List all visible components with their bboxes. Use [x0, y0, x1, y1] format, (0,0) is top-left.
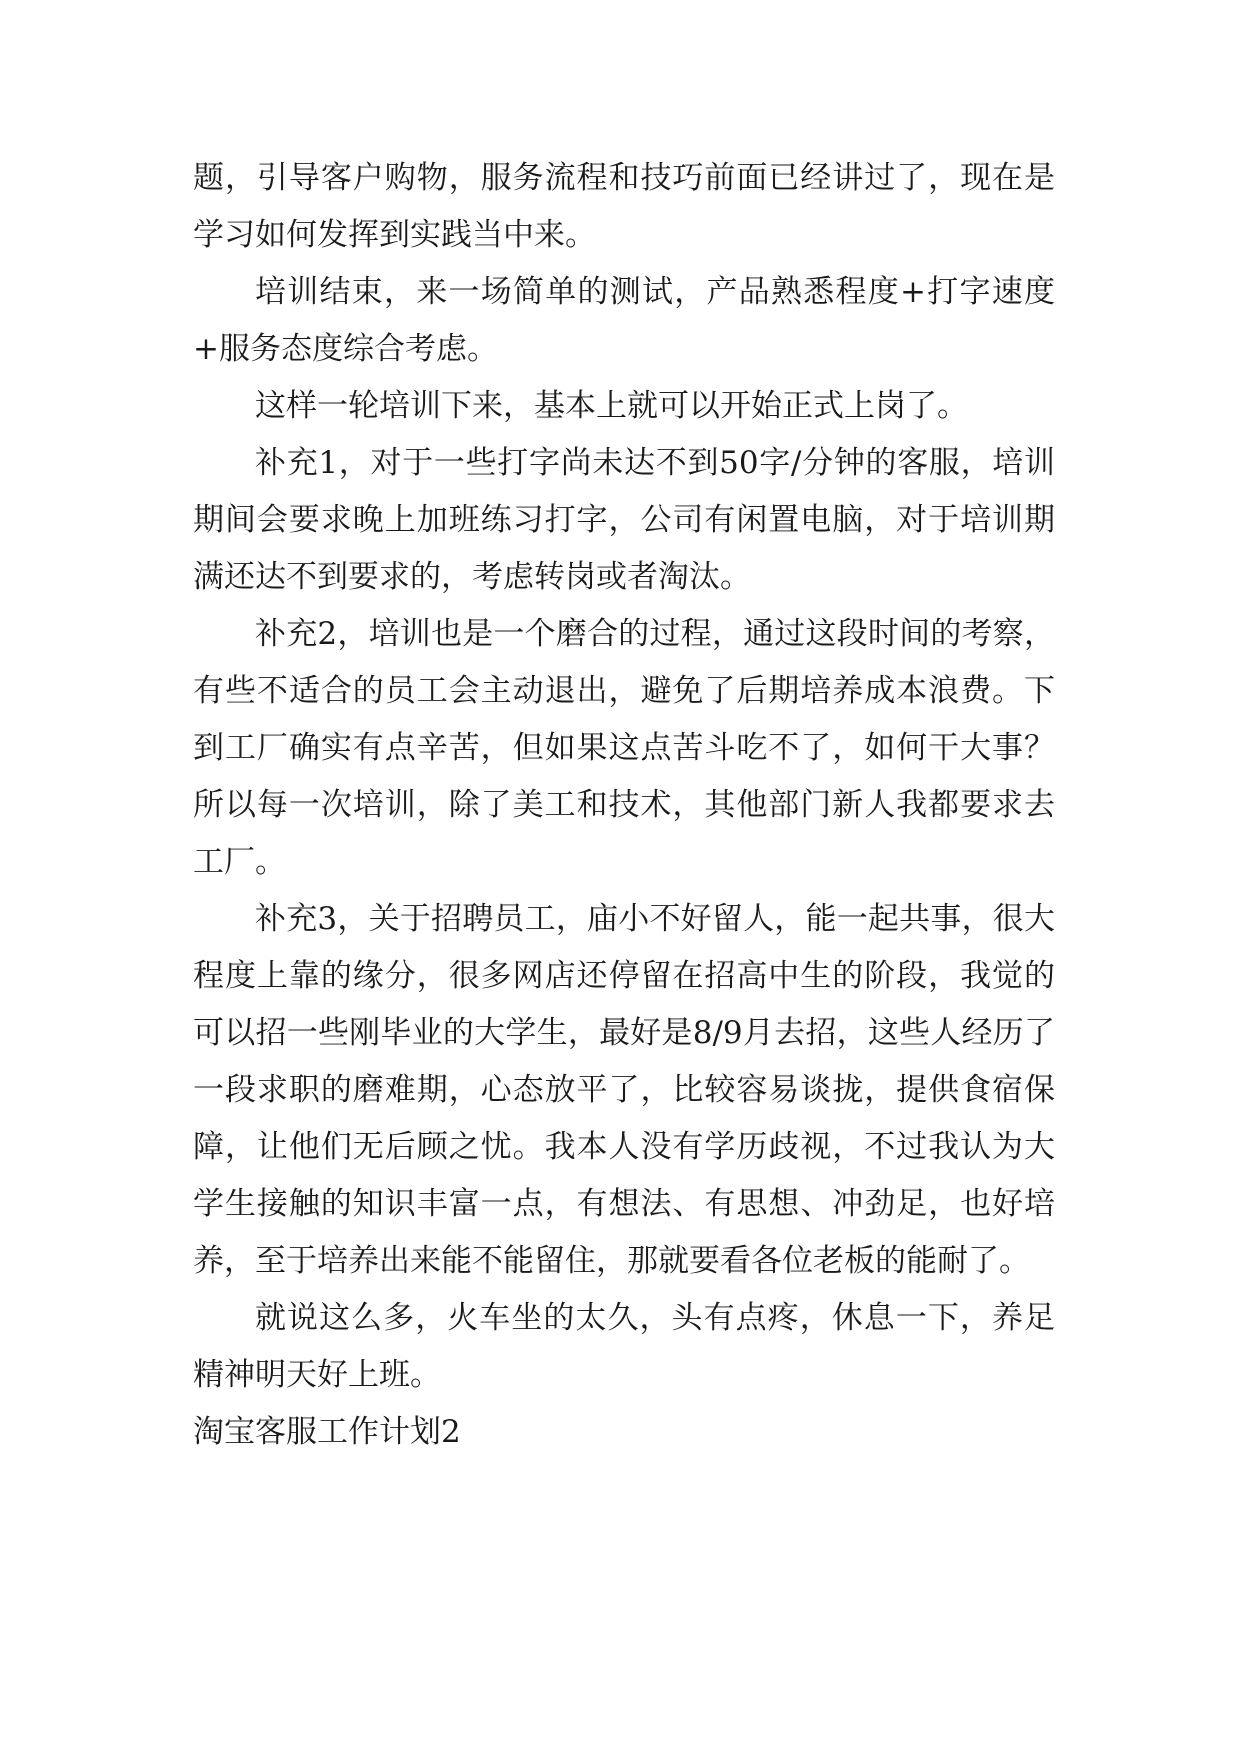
paragraph-training-test: 培训结束，来一场简单的测试，产品熟悉程度+打字速度+服务态度综合考虑。	[193, 274, 1055, 367]
paragraph-start-work: 这样一轮培训下来，基本上就可以开始正式上岗了。	[255, 388, 968, 424]
paragraph-closing: 就说这么多，火车坐的太久，头有点疼，休息一下，养足精神明天好上班。	[193, 1300, 1055, 1393]
section-heading: 淘宝客服工作计划2	[193, 1414, 461, 1450]
paragraph-continuation: 题，引导客户购物，服务流程和技巧前面已经讲过了，现在是学习如何发挥到实践当中来。	[193, 160, 1055, 253]
document-body	[193, 150, 1055, 1461]
paragraph-supplement-1: 补充1，对于一些打字尚未达不到50字/分钟的客服，培训期间会要求晚上加班练习打字，公司有闲置电脑，对于培训期满还达不到要求的，考虑转岗或者淘汰。	[193, 445, 1055, 595]
paragraph-supplement-2: 补充2，培训也是一个磨合的过程，通过这段时间的考察，有些不适合的员工会主动退出，避免了后期培养成本浪费。下到工厂确实有点辛苦，但如果这点苦斗吃不了，如何干大事？所以每一次培训，除了美工和技术，其他部门新人我都要求去工厂。	[193, 616, 1055, 880]
paragraph-supplement-3: 补充3，关于招聘员工，庙小不好留人，能一起共事，很大程度上靠的缘分，很多网店还停留在招高中生的阶段，我觉的可以招一些刚毕业的大学生，最好是8/9月去招，这些人经历了一段求职的磨难期，心态放平了，比较容易谈拢，提供食宿保障，让他们无后顾之忧。我本人没有学历歧视，不过我认为大学生接触的知识丰富一点，有想法、有思想、冲劲足，也好培养，至于培养出来能不能留住，那就要看各位老板的能耐了。	[193, 901, 1055, 1279]
